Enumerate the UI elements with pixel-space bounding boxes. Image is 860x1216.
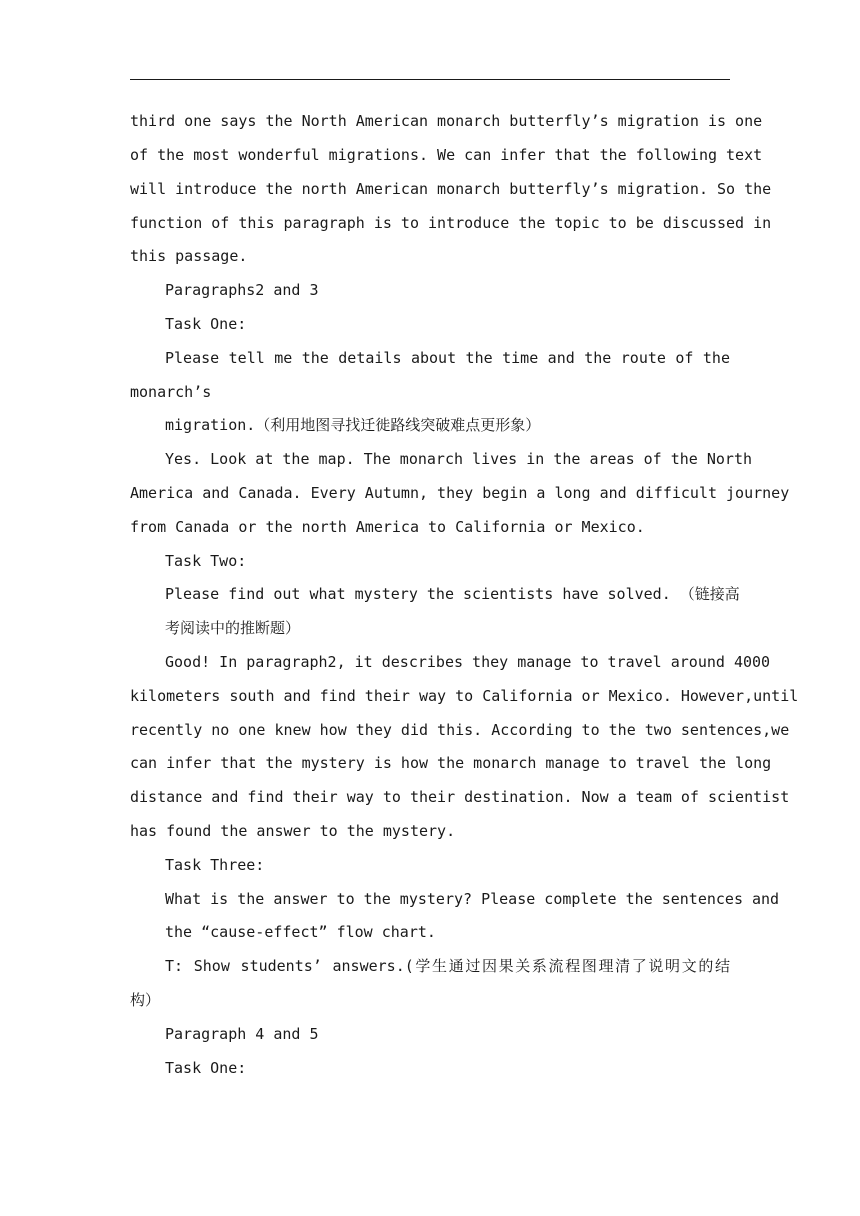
text-line: Please find out what mystery the scientists have solved. （链接高 xyxy=(165,585,740,603)
text-line: Yes. Look at the map. The monarch lives in the areas of the North xyxy=(165,450,752,468)
section-heading: Paragraphs2 and 3 xyxy=(165,281,319,299)
text-line: migration.（利用地图寻找迁徙路线突破难点更形象） xyxy=(165,416,541,434)
task-label: Task One: xyxy=(165,315,247,333)
text-line: the “cause-effect” flow chart. xyxy=(165,923,436,941)
text-line: America and Canada. Every Autumn, they begin a long and difficult journey xyxy=(130,484,790,502)
text-line: Please tell me the details about the time and the route of the xyxy=(165,349,730,367)
text-line: 考阅读中的推断题） xyxy=(165,619,301,637)
text-line: will introduce the north American monarch butterfly’s migration. So the xyxy=(130,180,772,198)
text-line: has found the answer to the mystery. xyxy=(130,822,456,840)
text-line: Good! In paragraph2, it describes they manage to travel around 4000 xyxy=(165,653,771,671)
text-line: What is the answer to the mystery? Please complete the sentences and xyxy=(165,890,780,908)
text-line: distance and find their way to their destination. Now a team of scientist xyxy=(130,788,790,806)
text-line: from Canada or the north America to California or Mexico. xyxy=(130,518,645,536)
section-heading: Paragraph 4 and 5 xyxy=(165,1025,319,1043)
text-line: monarch’s xyxy=(130,383,212,401)
text-line: this passage. xyxy=(130,247,248,265)
text-line: 构） xyxy=(130,991,161,1009)
header-rule xyxy=(130,79,730,80)
text-line: can infer that the mystery is how the monarch manage to travel the long xyxy=(130,754,772,772)
text-line: recently no one knew how they did this. According to the two sentences,we xyxy=(130,721,790,739)
text-line: kilometers south and find their way to California or Mexico. However,until xyxy=(130,687,799,705)
task-label: Task Three: xyxy=(165,856,265,874)
text-line: function of this paragraph is to introduce the topic to be discussed in xyxy=(130,214,772,232)
text-line: T: Show students’ answers.(学生通过因果关系流程图理清了说明文的结 xyxy=(165,957,730,975)
task-label: Task One: xyxy=(165,1059,247,1077)
task-label: Task Two: xyxy=(165,552,247,570)
text-line: third one says the North American monarch butterfly’s migration is one xyxy=(130,112,763,130)
text-line: of the most wonderful migrations. We can infer that the following text xyxy=(130,146,763,164)
